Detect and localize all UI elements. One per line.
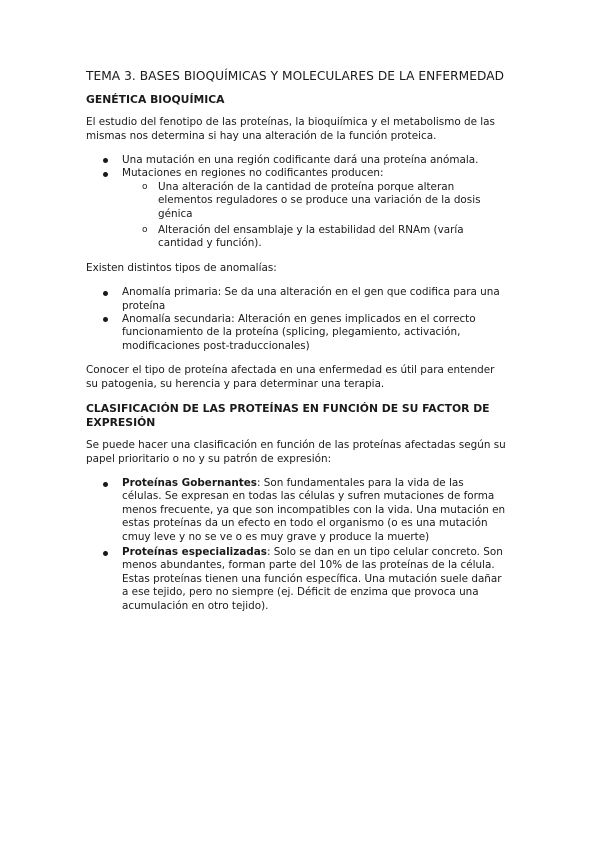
sub-list-item-text: Alteración del ensamblaje y la estabilidad del RNAm (varía cantidad y función). [158,223,464,250]
paragraph-conclusion: Conocer el tipo de proteína afectada en una enfermedad es útil para entender su patogenia, su herencia y para determinar una terapia. [86,364,495,390]
list-item [86,286,506,313]
section-heading-clasificacion: CLASIFICACIÓN DE LAS PROTEÍNAS EN FUNCIÓN DE SU FACTOR DE EXPRESIÓN [86,402,490,429]
document-page [86,69,506,624]
list-item-text: Anomalía secundaria: Alteración en genes implicados en el correcto funcionamiento de la proteína (splicing, plegamiento, activación, modificaciones post-traduccionales) [122,312,476,352]
term-especializadas: Proteínas especializadas [122,546,267,559]
definition-gobernantes: : Son fundamentales para la vida de las células. Se expresan en todas las células y sufren mutaciones de forma menos frecuente, ya que son incompatibles con la vida. Una mutación en estas proteínas da un efecto en todo el organismo (o es una mutación cmuy leve y no se ve o es muy grave y produce la muerte) [122,477,506,543]
sub-list-item-text: Una alteración de la cantidad de proteína porque alteran elementos reguladores o se produce una variación de la dosis génica [158,180,481,220]
bullet-list-anomalias [86,286,506,353]
paragraph-clasificacion-intro: Se puede hacer una clasificación en función de las proteínas afectadas según su papel prioritario o no y su patrón de expresión: [86,439,506,465]
paragraph-intro: El estudio del fenotipo de las proteínas, la bioquiímica y el metabolismo de las mismas nos determina si hay una alteración de la función proteica. [86,116,495,142]
list-item [86,313,506,353]
list-item [86,546,506,613]
term-gobernantes: Proteínas Gobernantes [122,477,257,489]
bullet-list-proteinas [86,477,506,613]
section-heading-genetica: GENÉTICA BIOQUÍMICA [86,92,225,106]
list-item [86,167,506,250]
list-item-text: Anomalía primaria: Se da una alteración en el gen que codifica para una proteína [122,286,500,312]
list-item-text: Una mutación en una región codificante dará una proteína anómala. [122,153,479,166]
paragraph-anomalias-intro: Existen distintos tipos de anomalías: [86,261,277,274]
bullet-list-mutaciones [86,154,506,251]
list-item [86,477,506,544]
document-title: TEMA 3. BASES BIOQUÍMICAS Y MOLECULARES DE LA ENFERMEDAD [86,69,505,83]
sub-list-item [122,224,506,251]
sub-list [122,181,506,251]
sub-list-item [122,181,506,221]
definition-especializadas: : Solo se dan en un tipo celular concreto. Son menos abundantes, forman parte del 10% de las proteínas de la célula. Estas proteínas tienen una función específica. Una mutación suele dañar a ese tejido, pero no siempre (ej. Déficit de enzima que provoca una acumulación en otro tejido). [122,546,503,612]
list-item-text: Mutaciones en regiones no codificantes producen: [122,167,384,180]
list-item [86,154,506,167]
